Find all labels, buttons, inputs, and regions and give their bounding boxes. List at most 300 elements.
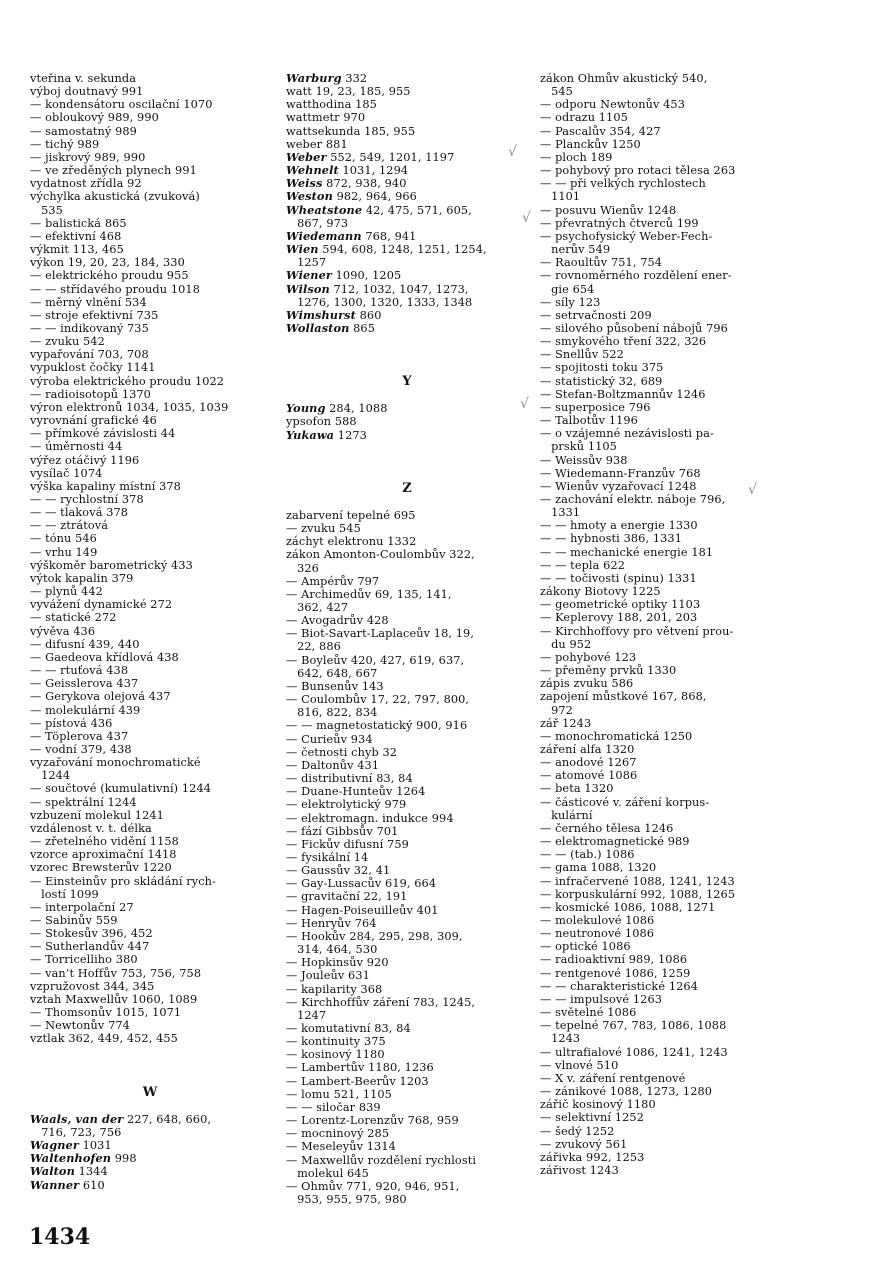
index-entry	[286, 522, 528, 535]
index-entry-text: — silového působení nábojů 796	[540, 321, 728, 335]
index-entry	[540, 927, 784, 940]
index-entry-text: vzbuzení molekul 1241	[30, 808, 164, 822]
index-entry	[30, 388, 270, 401]
index-entry-name: Weber	[286, 149, 327, 164]
index-entry-text: 716, 723, 756	[30, 1125, 122, 1139]
index-entry	[540, 532, 784, 545]
index-entry-text: — vlnové 510	[540, 1058, 619, 1072]
index-entry-text: — zřetelného vidění 1158	[30, 835, 179, 849]
index-entry-text: — Pascalův 354, 427	[540, 124, 661, 138]
index-entry-text: — Kirchhoffovy pro větvení prou-	[540, 624, 734, 638]
pencil-check-mark: √	[508, 144, 517, 160]
index-entry-text: — — siločar 839	[286, 1100, 381, 1114]
index-entry	[286, 614, 528, 627]
index-entry	[540, 756, 784, 769]
index-column-2	[286, 72, 528, 1206]
index-entry-text: — beta 1320	[540, 782, 614, 796]
index-entry-name: Wollaston	[286, 320, 350, 335]
index-entry-text: — atomové 1086	[540, 769, 638, 783]
index-entry-text: — Coulombův 17, 22, 797, 800,	[286, 693, 470, 707]
index-entry-text: zářivka 992, 1253	[540, 1150, 645, 1164]
index-entry	[30, 585, 270, 598]
index-entry-text: — — hybnosti 386, 1331	[540, 532, 682, 546]
index-entry-text: 610	[79, 1178, 105, 1192]
index-entry-text: ypsofon 588	[286, 415, 357, 429]
index-entry	[30, 717, 270, 730]
index-entry-text: — Henryův 764	[286, 916, 377, 930]
index-entry-text: — lomu 521, 1105	[286, 1087, 392, 1101]
index-entry-text: — odrazu 1105	[540, 111, 628, 125]
index-entry-text: — spojitosti toku 375	[540, 361, 664, 375]
index-entry-text: výkon 19, 20, 23, 184, 330	[30, 256, 185, 270]
index-entry	[286, 785, 528, 798]
index-entry-text: 1344	[74, 1165, 108, 1179]
index-entry-text: — — (tab.) 1086	[540, 848, 635, 862]
index-column-3	[540, 72, 784, 1177]
index-entry-text: watthodina 185	[286, 98, 377, 112]
index-entry	[30, 546, 270, 559]
index-entry-text: 642, 648, 667	[286, 666, 378, 680]
index-entry-text: — vrhu 149	[30, 545, 98, 559]
index-entry	[540, 559, 784, 572]
index-entry	[286, 772, 528, 785]
index-entry-text: — Hookův 284, 295, 298, 309,	[286, 929, 463, 943]
index-entry	[540, 309, 784, 322]
index-entry	[30, 506, 270, 519]
index-entry	[30, 519, 270, 532]
index-entry	[30, 888, 270, 901]
index-entry-text: — — rtuťová 438	[30, 664, 129, 678]
index-entry	[540, 388, 784, 401]
index-entry-text: 1257	[286, 256, 327, 270]
index-entry-text: — obloukový 989, 990	[30, 111, 159, 125]
index-entry-text: — monochromatická 1250	[540, 729, 693, 743]
index-entry	[286, 588, 528, 601]
index-entry	[30, 1113, 270, 1126]
index-entry	[30, 848, 270, 861]
index-entry	[540, 269, 784, 282]
index-entry-text: — zánikové 1088, 1273, 1280	[540, 1085, 713, 1099]
index-entry	[540, 875, 784, 888]
index-entry	[30, 256, 270, 269]
index-entry	[540, 1151, 784, 1164]
index-entry-text: vysílač 1074	[30, 466, 103, 480]
index-entry-text: — — charakteristické 1264	[540, 979, 698, 993]
index-entry	[540, 953, 784, 966]
index-entry-text: 867, 973	[286, 216, 349, 230]
index-entry	[30, 1019, 270, 1032]
index-entry	[286, 1101, 528, 1114]
index-entry	[540, 901, 784, 914]
index-entry	[540, 111, 784, 124]
index-entry	[30, 756, 270, 769]
index-entry-text: výškoměr barometrický 433	[30, 558, 193, 572]
index-entry-text: 1273	[334, 428, 367, 442]
index-entry-text: — Keplerovy 188, 201, 203	[540, 611, 698, 625]
index-entry-text: 860	[355, 308, 382, 322]
index-entry-text: — elektromagnetické 989	[540, 835, 690, 849]
index-entry-text: — — rychlostní 378	[30, 493, 144, 506]
index-entry-text: — ultrafialové 1086, 1241, 1243	[540, 1045, 728, 1059]
index-entry-text: — setrvačnosti 209	[540, 308, 652, 322]
index-entry-text: — Sutherlandův 447	[30, 940, 150, 954]
index-entry	[30, 296, 270, 309]
index-entry	[286, 1035, 528, 1048]
index-entry	[286, 1154, 528, 1167]
index-entry	[30, 835, 270, 848]
index-entry-text: — Planckův 1250	[540, 137, 641, 151]
index-entry	[286, 851, 528, 864]
index-entry	[30, 401, 270, 414]
index-entry-text: — statistický 32, 689	[540, 374, 663, 388]
index-entry	[540, 1006, 784, 1019]
section-gap	[286, 442, 528, 468]
index-entry	[540, 401, 784, 414]
index-entry	[540, 519, 784, 532]
index-entry	[540, 980, 784, 993]
index-entry-text: — měrný vlnění 534	[30, 295, 147, 309]
index-entry	[30, 980, 270, 993]
index-entry	[540, 296, 784, 309]
index-entry	[286, 230, 528, 243]
index-entry-text: du 952	[540, 637, 592, 651]
index-entry	[30, 322, 270, 335]
index-entry-text: — světelné 1086	[540, 1006, 637, 1020]
index-entry-text: — X v. záření rentgenové	[540, 1071, 686, 1085]
index-entry-text: — rovnoměrného rozdělení ener-	[540, 269, 732, 283]
index-entry-text: 972	[540, 703, 573, 717]
index-entry	[540, 664, 784, 677]
index-entry	[30, 572, 270, 585]
index-entry-text: — — impulsové 1263	[540, 992, 663, 1006]
index-entry-text: vyrovnání grafické 46	[30, 414, 157, 428]
index-entry	[540, 1059, 784, 1072]
index-entry	[540, 1125, 784, 1138]
index-entry	[286, 1048, 528, 1061]
index-entry-text: — převratných čtverců 199	[540, 216, 699, 230]
index-entry	[540, 967, 784, 980]
index-entry	[30, 782, 270, 795]
index-entry-text: — zachování elektr. náboje 796,	[540, 493, 726, 506]
index-entry-text: — anodové 1267	[540, 756, 637, 770]
index-entry-text: — radioisotopů 1370	[30, 387, 151, 401]
index-entry-text: — komutativní 83, 84	[286, 1022, 411, 1035]
index-entry	[30, 914, 270, 927]
index-entry-text: — elektromagn. indukce 994	[286, 811, 454, 825]
index-entry-text: zákony Biotovy 1225	[540, 585, 661, 599]
index-entry-text: výchylka akustická (zvuková)	[30, 190, 200, 204]
index-entry	[286, 969, 528, 982]
index-entry-text: — částicové v. záření korpus-	[540, 795, 710, 809]
index-entry-text: — zvukový 561	[540, 1137, 628, 1151]
index-entry-text: 953, 955, 975, 980	[286, 1193, 407, 1207]
index-entry-text: — distributivní 83, 84	[286, 772, 413, 786]
index-entry-text: zápis zvuku 586	[540, 677, 634, 691]
index-entry	[286, 1022, 528, 1035]
index-entry-text: — Curieův 934	[286, 732, 373, 746]
index-entry-text: — Meseleyův 1314	[286, 1140, 396, 1154]
index-entry	[286, 693, 528, 706]
index-entry-text: — gravitační 22, 191	[286, 890, 408, 904]
index-entry-text: zář 1243	[540, 716, 592, 730]
index-entry	[30, 861, 270, 874]
index-entry-text: — Wiedemann-Franzův 768	[540, 466, 701, 480]
index-entry	[540, 98, 784, 111]
index-entry-text: — Wienův vyzařovací 1248	[540, 479, 697, 493]
index-entry-text: vzorec Brewsterův 1220	[30, 861, 172, 875]
section-letter-heading: W	[142, 1084, 158, 1100]
index-entry-text: — — indikovaný 735	[30, 321, 149, 335]
index-entry-text: — infračervené 1088, 1241, 1243	[540, 874, 735, 888]
index-entry	[286, 943, 528, 956]
index-entry-text: — Lorentz-Lorenzův 768, 959	[286, 1114, 459, 1128]
index-entry	[30, 454, 270, 467]
index-entry-text: wattsekunda 185, 955	[286, 124, 416, 138]
index-entry-text: wattmetr 970	[286, 111, 366, 125]
index-entry-text: — spektrální 1244	[30, 795, 137, 809]
index-entry	[540, 717, 784, 730]
index-entry	[30, 967, 270, 980]
index-entry-text: — — hmoty a energie 1330	[540, 519, 698, 533]
index-entry-text: — pohybový pro rotaci tělesa 263	[540, 164, 736, 178]
index-entry	[286, 601, 528, 614]
index-entry-name: Wanner	[30, 1177, 80, 1192]
index-entry-text: — efektivní 468	[30, 229, 122, 243]
index-entry-text: — Duane-Hunteův 1264	[286, 785, 426, 799]
index-entry-text: — geometrické optiky 1103	[540, 598, 701, 612]
index-entry-name: Weiss	[286, 176, 323, 191]
index-entry-text: — o vzájemné nezávislosti pa-	[540, 427, 714, 441]
index-entry	[286, 562, 528, 575]
index-entry-text: 998	[111, 1152, 137, 1166]
index-entry	[540, 677, 784, 690]
index-entry-text: — jiskrový 989, 990	[30, 150, 146, 164]
index-entry-text: 872, 938, 940	[322, 177, 407, 191]
index-entry-text: — četnosti chyb 32	[286, 745, 398, 759]
index-entry-text: — korpuskulární 992, 1088, 1265	[540, 887, 736, 901]
index-entry	[540, 1046, 784, 1059]
index-entry-name: Weston	[286, 189, 333, 204]
index-entry	[540, 414, 784, 427]
index-entry-name: Wiener	[286, 268, 332, 283]
index-entry-text: — van’t Hoffův 753, 756, 758	[30, 966, 202, 980]
index-entry-text: — zvuku 542	[30, 335, 105, 349]
index-entry-text: — fysikální 14	[286, 850, 369, 864]
index-entry	[30, 493, 270, 506]
index-entry-text: — Gay-Lussacův 619, 664	[286, 877, 437, 891]
index-entry-text: — přeměny prvků 1330	[540, 664, 677, 678]
index-entry-text: zářič kosinový 1180	[540, 1098, 656, 1112]
section-letter-heading: Z	[402, 480, 412, 496]
index-entry-text: — elektrolytický 979	[286, 798, 407, 812]
index-entry	[540, 796, 784, 809]
index-entry-text: výkmit 113, 465	[30, 243, 124, 257]
index-entry-name: Waltenhofen	[30, 1151, 112, 1166]
index-entry-text: — smykového tření 322, 326	[540, 335, 707, 349]
index-entry-text: — Fickův difusní 759	[286, 837, 409, 851]
index-entry-text: — Kirchhoffův záření 783, 1245,	[286, 995, 476, 1009]
index-entry	[286, 535, 528, 548]
index-entry	[540, 769, 784, 782]
index-entry	[286, 864, 528, 877]
index-entry-text: lostí 1099	[30, 887, 99, 901]
index-entry	[286, 429, 528, 442]
index-entry	[286, 1114, 528, 1127]
index-entry	[540, 1032, 784, 1045]
index-entry	[286, 667, 528, 680]
index-entry	[286, 825, 528, 838]
index-entry	[286, 283, 528, 296]
index-entry-name: Walton	[30, 1164, 75, 1179]
index-entry	[30, 598, 270, 611]
index-entry	[540, 335, 784, 348]
index-entry	[540, 177, 784, 190]
index-entry	[540, 1164, 784, 1177]
index-entry-text: kulární	[540, 808, 593, 822]
index-entry-text: — Töplerova 437	[30, 729, 129, 743]
index-entry	[286, 243, 528, 256]
index-entry	[30, 177, 270, 190]
index-entry-text: — Bunsenův 143	[286, 679, 384, 693]
index-entry-text: 1244	[30, 769, 71, 783]
index-entry-name: Yukawa	[286, 427, 335, 442]
index-entry-text: — tepelné 767, 783, 1086, 1088	[540, 1019, 727, 1033]
index-entry-text: 982, 964, 966	[332, 190, 417, 204]
index-entry-text: — přímkové závislosti 44	[30, 427, 176, 441]
index-entry-text: — elektrického proudu 955	[30, 269, 189, 283]
index-entry-name: Waals, van der	[30, 1111, 124, 1126]
index-entry	[30, 125, 270, 138]
index-entry	[30, 927, 270, 940]
index-entry-text: — mocninový 285	[286, 1127, 390, 1141]
index-entry-text: — Lambertův 1180, 1236	[286, 1061, 434, 1075]
index-entry-text: vzpružovost 344, 345	[30, 979, 155, 993]
index-entry	[540, 1098, 784, 1111]
index-entry-text: — balistická 865	[30, 216, 127, 230]
index-entry-text: — — střídavého proudu 1018	[30, 282, 200, 296]
pencil-check-mark: √	[522, 210, 531, 226]
index-entry-text: — statické 272	[30, 611, 117, 625]
index-entry-text: vydatnost zřídla 92	[30, 177, 142, 191]
section-gap	[286, 335, 528, 361]
index-entry	[540, 822, 784, 835]
index-entry-text: 314, 464, 530	[286, 943, 378, 957]
index-entry	[540, 348, 784, 361]
index-entry	[30, 230, 270, 243]
index-entry-text: výtok kapalin 379	[30, 571, 134, 585]
index-entry-text: gie 654	[540, 282, 595, 296]
index-entry	[286, 956, 528, 969]
index-entry	[540, 638, 784, 651]
index-entry-text: vzorce aproximační 1418	[30, 848, 177, 862]
index-entry-text: 768, 941	[361, 229, 417, 243]
index-entry-text: — kapilarity 368	[286, 982, 383, 996]
index-entry-text: vyzařování monochromatické	[30, 756, 201, 770]
index-entry	[286, 983, 528, 996]
index-entry-text: 535	[30, 203, 63, 217]
index-entry	[540, 1072, 784, 1085]
index-entry	[286, 575, 528, 588]
index-entry	[30, 85, 270, 98]
index-entry	[286, 402, 528, 415]
index-entry-text: prsků 1105	[540, 440, 617, 454]
index-entry	[540, 138, 784, 151]
index-entry	[540, 914, 784, 927]
index-entry	[286, 548, 528, 561]
index-entry	[540, 835, 784, 848]
index-entry-text: — molekulové 1086	[540, 914, 655, 927]
index-entry	[286, 111, 528, 124]
index-entry	[30, 243, 270, 256]
index-entry-text: — kondensátoru oscilační 1070	[30, 98, 213, 112]
index-entry	[30, 532, 270, 545]
index-entry	[30, 138, 270, 151]
index-entry	[540, 546, 784, 559]
index-entry	[30, 611, 270, 624]
index-entry	[30, 151, 270, 164]
section-letter-heading: Y	[402, 374, 412, 390]
index-entry-text: — kontinuity 375	[286, 1035, 386, 1049]
index-entry	[286, 746, 528, 759]
index-entry	[286, 706, 528, 719]
index-entry-text: — ploch 189	[540, 150, 613, 164]
index-entry-text: — selektivní 1252	[540, 1111, 644, 1125]
index-entry	[540, 467, 784, 480]
index-entry	[540, 256, 784, 269]
index-entry-text: — kosinový 1180	[286, 1048, 385, 1062]
index-entry	[30, 651, 270, 664]
index-entry	[30, 1032, 270, 1045]
index-entry	[540, 809, 784, 822]
index-entry-text: výboj doutnavý 991	[30, 85, 144, 99]
index-entry	[30, 822, 270, 835]
index-entry-name: Wien	[286, 242, 319, 257]
index-entry	[30, 98, 270, 111]
index-entry	[540, 72, 784, 85]
index-entry	[30, 940, 270, 953]
index-entry-text: — psychofysický Weber-Fech-	[540, 229, 713, 243]
index-entry-text: — — při velkých rychlostech	[540, 177, 706, 191]
index-entry-text: vyvážení dynamické 272	[30, 598, 173, 612]
index-entry	[540, 322, 784, 335]
index-entry	[286, 98, 528, 111]
index-entry-text: 1247	[286, 1008, 327, 1022]
index-entry-text: — plynů 442	[30, 585, 103, 599]
index-entry-text: 1031, 1294	[338, 164, 409, 178]
index-entry-text: — Einsteinův pro skládání rych-	[30, 874, 216, 888]
index-entry-text: — černého tělesa 1246	[540, 821, 674, 835]
index-entry	[286, 877, 528, 890]
index-entry-text: — molekulární 439	[30, 703, 141, 717]
index-entry	[540, 598, 784, 611]
index-entry	[30, 283, 270, 296]
index-entry-text: — Daltonův 431	[286, 758, 380, 772]
index-entry	[286, 917, 528, 930]
index-entry-text: — tónu 546	[30, 532, 97, 546]
index-entry	[540, 888, 784, 901]
index-entry-name: Wimshurst	[286, 307, 356, 322]
index-entry-text: — vodní 379, 438	[30, 742, 132, 756]
pencil-check-mark: √	[748, 482, 757, 498]
index-entry	[30, 664, 270, 677]
index-entry-text: vztah Maxwellův 1060, 1089	[30, 992, 198, 1006]
index-entry-text: vzdálenost v. t. délka	[30, 821, 152, 835]
index-entry	[540, 1085, 784, 1098]
index-entry	[540, 572, 784, 585]
index-entry	[540, 782, 784, 795]
index-entry	[286, 1180, 528, 1193]
index-entry-text: — — magnetostatický 900, 916	[286, 719, 468, 733]
